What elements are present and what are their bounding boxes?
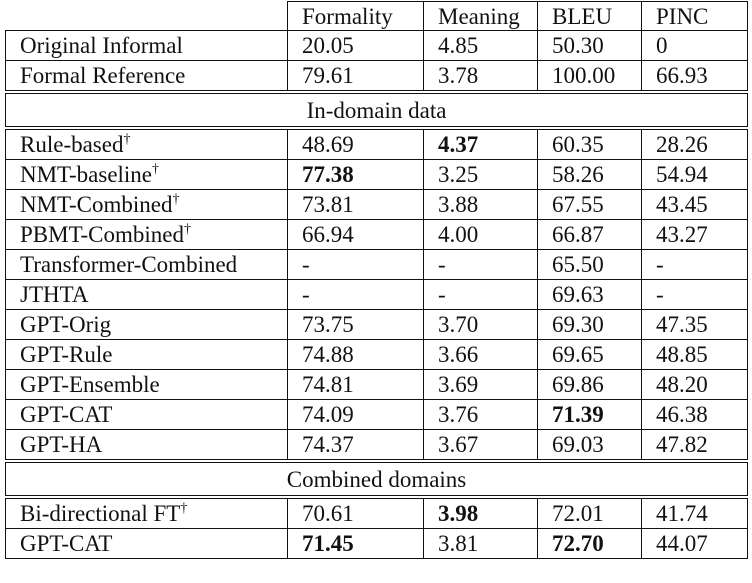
cell-pinc: 46.38 (642, 400, 748, 430)
cell-meaning: 3.70 (424, 310, 538, 340)
cell-pinc: 48.20 (642, 370, 748, 400)
cell-meaning: 3.81 (424, 529, 538, 559)
row-label-nmt-combined (6, 190, 288, 220)
cell-pinc: 48.85 (642, 340, 748, 370)
row-label-gpt-cat (6, 400, 288, 430)
section-header-row (6, 92, 748, 128)
cell-formality: 73.75 (288, 310, 424, 340)
dagger-marker: † (123, 132, 131, 147)
row-label-text: GPT-Orig (20, 312, 112, 337)
cell-pinc: 43.27 (642, 220, 748, 250)
column-header-pinc: PINC (642, 2, 748, 31)
section-title-in-domain-data: In-domain data (6, 92, 748, 128)
cell-meaning: 3.98 (424, 497, 538, 529)
cell-meaning: 3.67 (424, 430, 538, 462)
row-label-gpt-cat (6, 529, 288, 559)
cell-meaning: 3.88 (424, 190, 538, 220)
table-row (6, 31, 748, 61)
cell-bleu: 69.65 (538, 340, 642, 370)
row-label-text: GPT-Rule (20, 342, 113, 367)
column-header-formality: Formality (288, 2, 424, 31)
table-row (6, 340, 748, 370)
results-table (5, 1, 748, 559)
row-label-pbmt-combined (6, 220, 288, 250)
row-label-formal-reference (6, 61, 288, 93)
cell-pinc: 66.93 (642, 61, 748, 93)
section-header-row (6, 461, 748, 497)
cell-formality: 66.94 (288, 220, 424, 250)
cell-meaning: 3.66 (424, 340, 538, 370)
cell-bleu: 66.87 (538, 220, 642, 250)
cell-pinc: 41.74 (642, 497, 748, 529)
row-label-bi-directional-ft (6, 497, 288, 529)
cell-formality: - (288, 250, 424, 280)
cell-pinc: 47.82 (642, 430, 748, 462)
table-row (6, 430, 748, 462)
row-label-text: GPT-Ensemble (20, 372, 160, 397)
row-label-jthta (6, 280, 288, 310)
table-row (6, 370, 748, 400)
cell-pinc: - (642, 250, 748, 280)
column-header-meaning: Meaning (424, 2, 538, 31)
section-title-combined-domains: Combined domains (6, 461, 748, 497)
row-label-text: JTHTA (20, 282, 89, 307)
cell-pinc: 47.35 (642, 310, 748, 340)
cell-bleu: 72.01 (538, 497, 642, 529)
row-label-original-informal (6, 31, 288, 61)
dagger-marker: † (184, 222, 192, 237)
table-row (6, 529, 748, 559)
row-label-text: Bi-directional FT (20, 501, 181, 526)
cell-formality: 74.88 (288, 340, 424, 370)
column-header-bleu: BLEU (538, 2, 642, 31)
cell-formality: 77.38 (288, 160, 424, 190)
table-row (6, 280, 748, 310)
row-label-nmt-baseline (6, 160, 288, 190)
table-row (6, 400, 748, 430)
header-blank-cell (6, 2, 288, 31)
cell-meaning: 3.76 (424, 400, 538, 430)
results-table-body (6, 2, 748, 559)
cell-formality: 74.37 (288, 430, 424, 462)
cell-bleu: 69.03 (538, 430, 642, 462)
cell-formality: 74.81 (288, 370, 424, 400)
row-label-gpt-orig (6, 310, 288, 340)
table-row (6, 128, 748, 160)
cell-bleu: 69.86 (538, 370, 642, 400)
cell-meaning: - (424, 250, 538, 280)
cell-bleu: 69.63 (538, 280, 642, 310)
row-label-text: Transformer-Combined (20, 252, 238, 277)
cell-meaning: 3.69 (424, 370, 538, 400)
row-label-text: Rule-based (20, 132, 124, 157)
row-label-text: Original Informal (20, 33, 183, 58)
cell-meaning: 4.00 (424, 220, 538, 250)
cell-formality: 73.81 (288, 190, 424, 220)
dagger-marker: † (180, 501, 188, 516)
cell-pinc: 54.94 (642, 160, 748, 190)
row-label-gpt-ensemble (6, 370, 288, 400)
cell-bleu: 69.30 (538, 310, 642, 340)
row-label-text: GPT-CAT (20, 402, 113, 427)
row-label-rule-based (6, 128, 288, 160)
table-row (6, 310, 748, 340)
row-label-text: GPT-CAT (20, 531, 113, 556)
cell-pinc: 28.26 (642, 128, 748, 160)
cell-pinc: 43.45 (642, 190, 748, 220)
row-label-text: Formal Reference (20, 63, 186, 88)
cell-formality: 20.05 (288, 31, 424, 61)
cell-bleu: 67.55 (538, 190, 642, 220)
row-label-gpt-rule (6, 340, 288, 370)
row-label-gpt-ha (6, 430, 288, 462)
cell-formality: - (288, 280, 424, 310)
cell-pinc: 0 (642, 31, 748, 61)
row-label-text: NMT-baseline (20, 162, 153, 187)
cell-formality: 79.61 (288, 61, 424, 93)
cell-bleu: 58.26 (538, 160, 642, 190)
cell-meaning: 3.25 (424, 160, 538, 190)
row-label-text: PBMT-Combined (20, 222, 185, 247)
cell-bleu: 50.30 (538, 31, 642, 61)
cell-bleu: 71.39 (538, 400, 642, 430)
table-row (6, 250, 748, 280)
table-row (6, 160, 748, 190)
cell-bleu: 72.70 (538, 529, 642, 559)
cell-meaning: 4.85 (424, 31, 538, 61)
cell-formality: 71.45 (288, 529, 424, 559)
cell-meaning: 4.37 (424, 128, 538, 160)
cell-formality: 74.09 (288, 400, 424, 430)
table-row (6, 220, 748, 250)
dagger-marker: † (172, 192, 180, 207)
cell-meaning: - (424, 280, 538, 310)
cell-pinc: 44.07 (642, 529, 748, 559)
row-label-transformer-combined (6, 250, 288, 280)
cell-meaning: 3.78 (424, 61, 538, 93)
dagger-marker: † (152, 162, 160, 177)
table-row (6, 497, 748, 529)
table-row (6, 190, 748, 220)
table-row (6, 61, 748, 93)
row-label-text: GPT-HA (20, 432, 103, 457)
cell-formality: 48.69 (288, 128, 424, 160)
header-row (6, 2, 748, 31)
cell-pinc: - (642, 280, 748, 310)
row-label-text: NMT-Combined (20, 192, 173, 217)
cell-bleu: 60.35 (538, 128, 642, 160)
cell-bleu: 65.50 (538, 250, 642, 280)
cell-bleu: 100.00 (538, 61, 642, 93)
cell-formality: 70.61 (288, 497, 424, 529)
